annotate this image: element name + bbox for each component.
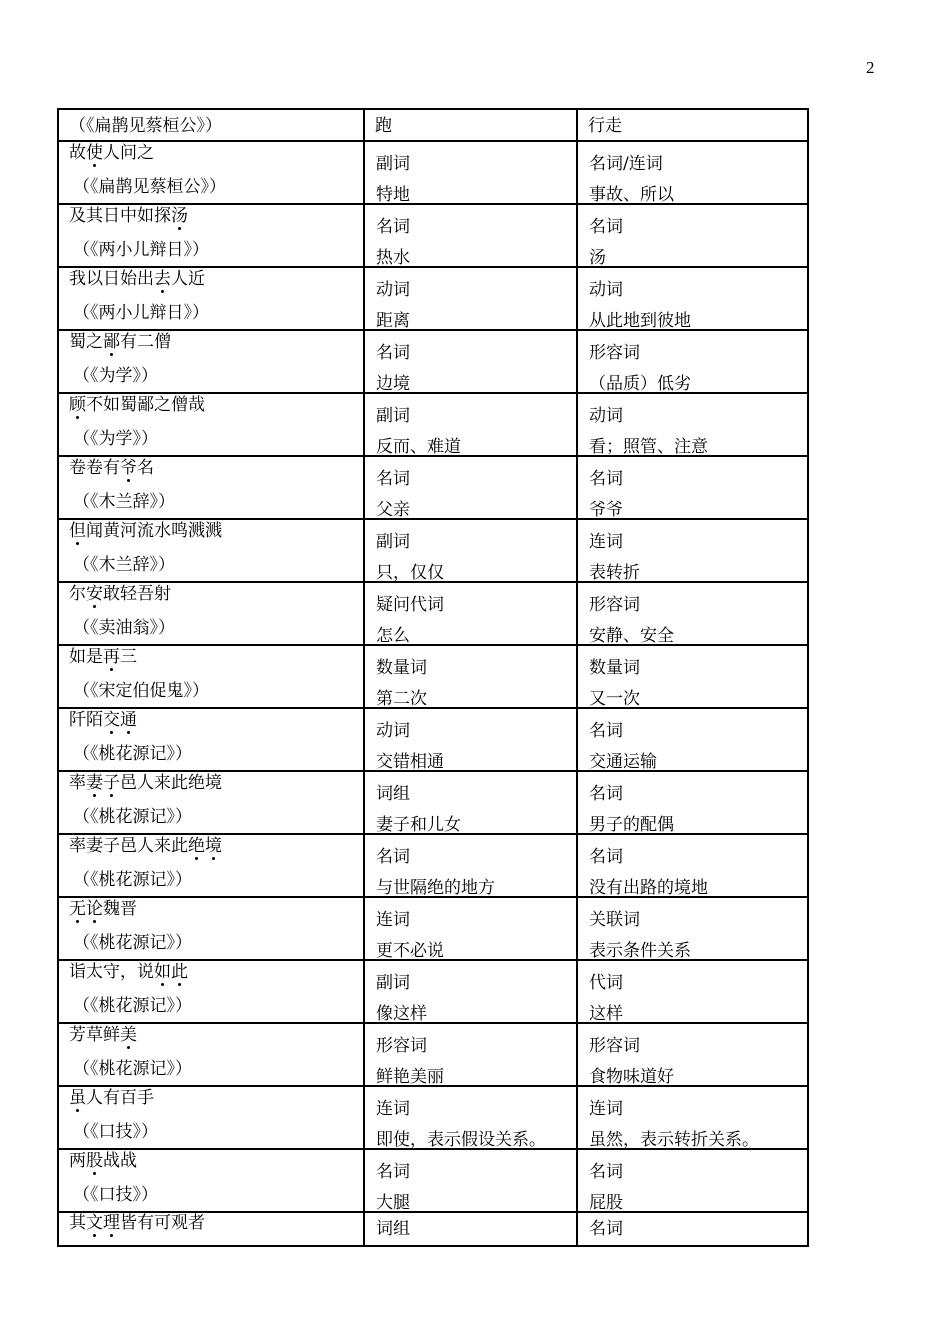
- sentence-text: 无论魏晋: [69, 899, 137, 919]
- pos2-text: 名词: [589, 847, 623, 867]
- sentence-cell: [58, 141, 364, 204]
- meaning2-text: 行走: [588, 116, 622, 136]
- table-row: [58, 1149, 808, 1212]
- meaning1-text: 父亲: [376, 500, 410, 520]
- meaning1-cell: [364, 141, 577, 204]
- pos2-text: 名词: [589, 721, 623, 741]
- meaning1-cell: [364, 645, 577, 708]
- table-row: [58, 109, 808, 141]
- meaning2-text: 又一次: [589, 689, 640, 709]
- meaning2-text: 表示条件关系: [589, 941, 691, 961]
- pos1-text: 动词: [376, 721, 410, 741]
- meaning1-text: 与世隔绝的地方: [376, 878, 495, 898]
- meaning1-text: 距离: [376, 311, 410, 331]
- table-row: [58, 582, 808, 645]
- source-title: （《为学》）: [73, 366, 158, 386]
- pos2-text: 形容词: [589, 595, 640, 615]
- pos2-text: 名词: [589, 469, 623, 489]
- table-row: [58, 519, 808, 582]
- meaning2-text: 没有出路的境地: [589, 878, 708, 898]
- sentence-text: 率妻子邑人来此绝境: [69, 773, 222, 793]
- meaning1-cell: [364, 267, 577, 330]
- table-row: [58, 393, 808, 456]
- meaning2-text: 表转折: [589, 563, 640, 583]
- sentence-cell: [58, 267, 364, 330]
- meaning1-cell: [364, 771, 577, 834]
- meaning2-text: （品质）低劣: [589, 374, 691, 394]
- vocabulary-table: [57, 108, 809, 1247]
- meaning2-text: 交通运输: [589, 752, 657, 772]
- source-title: （《为学》）: [73, 429, 158, 449]
- meaning2-text: 事故、所以: [589, 185, 674, 205]
- meaning1-text: 反而、难道: [376, 437, 461, 457]
- meaning2-text: 食物味道好: [589, 1067, 674, 1087]
- meaning2-text: 看；照管、注意: [589, 437, 708, 457]
- pos1-text: 名词: [376, 217, 410, 237]
- pos1-text: 名词: [376, 1162, 410, 1182]
- source-title: （《宋定伯促鬼》）: [73, 681, 209, 701]
- sentence-cell: [58, 393, 364, 456]
- meaning2-cell: [577, 897, 808, 960]
- sentence-text: 蜀之鄙有二僧: [69, 332, 171, 352]
- meaning1-cell: [364, 708, 577, 771]
- meaning1-text: 怎么: [376, 626, 410, 646]
- sentence-text: 虽人有百手: [69, 1088, 154, 1108]
- sentence-cell: [58, 897, 364, 960]
- table-row: [58, 1023, 808, 1086]
- meaning1-cell: [364, 960, 577, 1023]
- meaning2-cell: [577, 519, 808, 582]
- meaning2-cell: [577, 960, 808, 1023]
- source-title: （《桃花源记》）: [73, 1059, 192, 1079]
- meaning2-cell: [577, 141, 808, 204]
- meaning2-cell: [577, 267, 808, 330]
- sentence-text: 卷卷有爷名: [69, 458, 154, 478]
- source-title: （《桃花源记》）: [73, 996, 192, 1016]
- table-row: [58, 708, 808, 771]
- meaning1-cell: [364, 204, 577, 267]
- sentence-cell: [58, 960, 364, 1023]
- meaning2-cell: [577, 645, 808, 708]
- table-row: [58, 897, 808, 960]
- meaning1-cell: [364, 1149, 577, 1212]
- sentence-text: 率妻子邑人来此绝境: [69, 836, 222, 856]
- meaning2-text: 汤: [589, 248, 606, 268]
- meaning1-cell: [364, 519, 577, 582]
- meaning2-cell: [577, 1086, 808, 1149]
- sentence-cell: [58, 1086, 364, 1149]
- pos2-text: 数量词: [589, 658, 640, 678]
- table-row: [58, 771, 808, 834]
- sentence-cell: [58, 1149, 364, 1212]
- sentence-cell: [58, 519, 364, 582]
- meaning1-text: 即使，表示假设关系。: [376, 1130, 546, 1150]
- sentence-text: 我以日始出去人近: [69, 269, 205, 289]
- pos2-text: 关联词: [589, 910, 640, 930]
- meaning2-cell: [577, 708, 808, 771]
- sentence-cell: [58, 1023, 364, 1086]
- meaning1-text: 鲜艳美丽: [376, 1067, 444, 1087]
- pos2-text: 动词: [589, 406, 623, 426]
- sentence-text: 尔安敢轻吾射: [69, 584, 171, 604]
- source-title: （《卖油翁》）: [73, 618, 175, 638]
- meaning1-text: 只，仅仅: [376, 563, 444, 583]
- meaning1-text: 边境: [376, 374, 410, 394]
- source-title: （《扁鹊见蔡桓公》）: [73, 177, 226, 197]
- source-title: （《木兰辞》）: [73, 555, 175, 575]
- meaning2-cell: [577, 393, 808, 456]
- table-row: [58, 456, 808, 519]
- meaning1-cell: [364, 330, 577, 393]
- meaning2-cell: [577, 1212, 808, 1246]
- meaning1-cell: [364, 1023, 577, 1086]
- meaning1-cell: [364, 582, 577, 645]
- meaning1-text: 特地: [376, 185, 410, 205]
- meaning1-cell: [364, 393, 577, 456]
- meaning2-cell: [577, 1023, 808, 1086]
- table-row: [58, 645, 808, 708]
- pos2-text: 形容词: [589, 1036, 640, 1056]
- meaning1-text: 第二次: [376, 689, 427, 709]
- sentence-text: 阡陌交通: [69, 710, 137, 730]
- pos1-text: 数量词: [376, 658, 427, 678]
- sentence-cell: [58, 771, 364, 834]
- pos2-text: 名词: [589, 784, 623, 804]
- sentence-cell: [58, 834, 364, 897]
- pos2-text: 连词: [589, 532, 623, 552]
- meaning2-cell: [577, 330, 808, 393]
- sentence-cell: [58, 708, 364, 771]
- meaning2-text: 从此地到彼地: [589, 311, 691, 331]
- pos1-text: 副词: [376, 973, 410, 993]
- meaning1-cell: [364, 109, 577, 141]
- meaning2-text: 虽然，表示转折关系。: [589, 1130, 759, 1150]
- pos1-text: 词组: [376, 784, 410, 804]
- sentence-text: 其文理皆有可观者: [69, 1213, 205, 1233]
- meaning2-cell: [577, 582, 808, 645]
- source-title: （《口技》）: [73, 1185, 158, 1205]
- sentence-text: 故使人问之: [69, 143, 154, 163]
- sentence-text: 芳草鲜美: [69, 1025, 137, 1045]
- meaning1-cell: [364, 456, 577, 519]
- pos1-text: 词组: [376, 1219, 410, 1239]
- pos2-text: 连词: [589, 1099, 623, 1119]
- meaning1-cell: [364, 1212, 577, 1246]
- pos1-text: 名词: [376, 343, 410, 363]
- meaning2-text: 安静、安全: [589, 626, 674, 646]
- pos1-text: 名词: [376, 469, 410, 489]
- meaning2-text: 爷爷: [589, 500, 623, 520]
- meaning2-cell: [577, 204, 808, 267]
- table-row: [58, 1086, 808, 1149]
- pos1-text: 形容词: [376, 1036, 427, 1056]
- meaning1-cell: [364, 1086, 577, 1149]
- source-title: （《桃花源记》）: [73, 807, 192, 827]
- table-row: [58, 204, 808, 267]
- meaning2-text: 男子的配偶: [589, 815, 674, 835]
- sentence-cell: [58, 204, 364, 267]
- table-row: [58, 141, 808, 204]
- pos1-text: 名词: [376, 847, 410, 867]
- pos2-text: 动词: [589, 280, 623, 300]
- meaning2-cell: [577, 834, 808, 897]
- meaning1-text: 妻子和儿女: [376, 815, 461, 835]
- meaning1-text: 热水: [376, 248, 410, 268]
- pos2-text: 代词: [589, 973, 623, 993]
- sentence-text: 诣太守，说如此: [69, 962, 188, 982]
- pos2-text: 形容词: [589, 343, 640, 363]
- pos1-text: 连词: [376, 910, 410, 930]
- source-title: （《桃花源记》）: [73, 933, 192, 953]
- table-row: [58, 1212, 808, 1246]
- pos1-text: 动词: [376, 280, 410, 300]
- source-title: （《扁鹊见蔡桓公》）: [69, 116, 222, 136]
- sentence-cell: [58, 109, 364, 141]
- pos2-text: 名词: [589, 1219, 623, 1239]
- sentence-cell: [58, 330, 364, 393]
- sentence-text: 顾不如蜀鄙之僧哉: [69, 395, 205, 415]
- source-title: （《桃花源记》）: [73, 870, 192, 890]
- meaning1-cell: [364, 834, 577, 897]
- meaning1-text: 大腿: [376, 1193, 410, 1213]
- source-title: （《两小儿辩日》）: [73, 240, 209, 260]
- meaning2-cell: [577, 771, 808, 834]
- table-row: [58, 834, 808, 897]
- meaning1-text: 跑: [375, 116, 392, 136]
- meaning1-text: 交错相通: [376, 752, 444, 772]
- meaning2-text: 屁股: [589, 1193, 623, 1213]
- pos2-text: 名词: [589, 1162, 623, 1182]
- table-row: [58, 267, 808, 330]
- source-title: （《两小儿辩日》）: [73, 303, 209, 323]
- pos1-text: 疑问代词: [376, 595, 444, 615]
- pos1-text: 副词: [376, 154, 410, 174]
- sentence-cell: [58, 456, 364, 519]
- sentence-cell: [58, 582, 364, 645]
- meaning1-text: 像这样: [376, 1004, 427, 1024]
- table-row: [58, 330, 808, 393]
- sentence-text: 但闻黄河流水鸣溅溅: [69, 521, 222, 541]
- meaning1-text: 更不必说: [376, 941, 444, 961]
- page-number: 2: [866, 58, 875, 77]
- sentence-cell: [58, 645, 364, 708]
- sentence-text: 及其日中如探汤: [69, 206, 188, 226]
- meaning2-cell: [577, 456, 808, 519]
- pos1-text: 连词: [376, 1099, 410, 1119]
- table-row: [58, 960, 808, 1023]
- sentence-text: 两股战战: [69, 1151, 137, 1171]
- meaning2-text: 这样: [589, 1004, 623, 1024]
- pos1-text: 副词: [376, 532, 410, 552]
- pos1-text: 副词: [376, 406, 410, 426]
- sentence-cell: [58, 1212, 364, 1246]
- meaning2-cell: [577, 109, 808, 141]
- source-title: （《木兰辞》）: [73, 492, 175, 512]
- sentence-text: 如是再三: [69, 647, 137, 667]
- source-title: （《口技》）: [73, 1122, 158, 1142]
- source-title: （《桃花源记》）: [73, 744, 192, 764]
- pos2-text: 名词: [589, 217, 623, 237]
- pos2-text: 名词/连词: [589, 154, 663, 174]
- meaning2-cell: [577, 1149, 808, 1212]
- meaning1-cell: [364, 897, 577, 960]
